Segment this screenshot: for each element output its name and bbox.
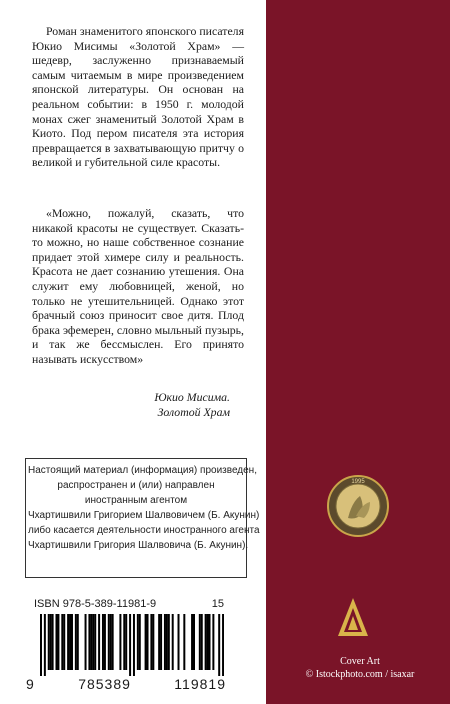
- barcode-bar: [75, 614, 77, 670]
- barcode-bar: [160, 614, 162, 670]
- cover-art-credit: [270, 655, 450, 681]
- barcode-bar: [61, 614, 63, 670]
- barcode-bar: [150, 614, 152, 670]
- barcode-bar: [48, 614, 50, 670]
- foreign-agent-notice: [25, 458, 260, 578]
- notice-line: Чхартишвили Григорием Шалвовичем (Б. Акунин): [28, 510, 260, 521]
- notice-line: распространен и (или) направлен: [57, 480, 215, 491]
- barcode-bar: [129, 614, 131, 676]
- barcode-bar: [145, 614, 147, 670]
- barcode-digits: [26, 676, 226, 692]
- book-description: Роман знаменитого японского писателя Юкио Мисимы «Золотой Храм» — шедевр, заслуженно признаваемый самым читаемым в мире произведением японской литературы. Он основан на реальном событии: в 1950 г. молодой монах сжег знаменитый Золотой Храм в Киото. Под пером писателя эта история превращается в захватывающую притчу о великой и губительной силе красоты.: [32, 24, 244, 170]
- barcode-bar: [44, 614, 46, 676]
- notice-line: Чхартишвили Григория Шалвовича (Б. Акунин).: [28, 540, 249, 551]
- barcode-bar: [71, 614, 73, 670]
- barcode-digit-group: 119819: [174, 676, 226, 692]
- publisher-logo-icon: [336, 596, 370, 640]
- book-quote: «Можно, пожалуй, сказать, что никакой красоты не существует. Сказать-то можно, но наше собственное сознание придает этой химере силу и реальность. Красота не дает сознанию утешения. Она служит ему любовницей, женой, но только не утешительницей. Однако этот брачный союз приносит свое дитя. Плод брака эфемерен, словно мыльный пузырь, и так же бессмыслен. Его принято называть искусством»: [32, 206, 244, 366]
- barcode-bar: [77, 614, 79, 670]
- barcode-bar: [166, 614, 168, 670]
- barcode-bar: [209, 614, 211, 670]
- barcode-bar: [222, 614, 224, 676]
- barcode-bar: [50, 614, 52, 670]
- barcode-bar: [125, 614, 127, 670]
- barcode-bar: [119, 614, 121, 670]
- barcode-bar: [63, 614, 65, 670]
- barcode-bar: [110, 614, 112, 670]
- barcode-bar: [199, 614, 201, 670]
- barcode-bar: [94, 614, 96, 670]
- barcode-bar: [193, 614, 195, 670]
- barcode-bar: [207, 614, 209, 670]
- barcode-bar: [123, 614, 125, 670]
- barcode-bar: [147, 614, 149, 670]
- barcode-bar: [191, 614, 193, 670]
- isbn-suffix: 15: [211, 598, 224, 610]
- credit-title: Cover Art: [340, 656, 380, 667]
- barcode-bar: [172, 614, 174, 670]
- publisher-seal-icon: [326, 474, 390, 538]
- barcode-bar: [67, 614, 69, 670]
- barcode-bar: [164, 614, 166, 670]
- barcode-bar: [88, 614, 90, 670]
- quote-attribution: [60, 390, 230, 419]
- barcode-bar: [139, 614, 141, 670]
- barcode-bar: [55, 614, 57, 670]
- isbn-label: ISBN 978-5-389-11981-9: [34, 598, 157, 610]
- barcode-bar: [52, 614, 54, 670]
- barcode-bar: [98, 614, 100, 670]
- barcode-bar: [57, 614, 59, 670]
- barcode-bar: [108, 614, 110, 670]
- barcode-bar: [133, 614, 135, 676]
- notice-line: либо касается деятельности иностранного агента: [28, 525, 260, 536]
- notice-line: Настоящий материал (информация) произведен,: [28, 465, 257, 476]
- attribution-author: Юкио Мисима.: [154, 390, 230, 404]
- seal-year: 1995: [351, 479, 365, 485]
- barcode-bar: [112, 614, 114, 670]
- barcode-bar: [201, 614, 203, 670]
- barcode-bar: [205, 614, 207, 670]
- barcode-bar: [212, 614, 214, 670]
- notice-line: иностранным агентом: [84, 495, 188, 506]
- barcode-bar: [158, 614, 160, 670]
- barcode-bar: [218, 614, 220, 676]
- barcode-bar: [85, 614, 87, 670]
- barcode-bar: [178, 614, 180, 670]
- barcode-bar: [92, 614, 94, 670]
- barcode-bar: [152, 614, 154, 670]
- barcode-bar: [183, 614, 185, 670]
- isbn-line: [34, 598, 224, 610]
- barcode-bar: [90, 614, 92, 670]
- barcode-bar: [168, 614, 170, 670]
- barcode-bar: [102, 614, 104, 670]
- barcode-digit-group: 785389: [78, 676, 131, 692]
- credit-source: © Istockphoto.com / isaxar: [305, 669, 415, 680]
- barcode-bar: [40, 614, 42, 676]
- barcode-digit-group: 9: [26, 676, 35, 692]
- barcode-bar: [104, 614, 106, 670]
- attribution-work: Золотой Храм: [157, 404, 230, 419]
- barcode: [40, 614, 224, 676]
- barcode-bar: [69, 614, 71, 670]
- barcode-bar: [137, 614, 139, 670]
